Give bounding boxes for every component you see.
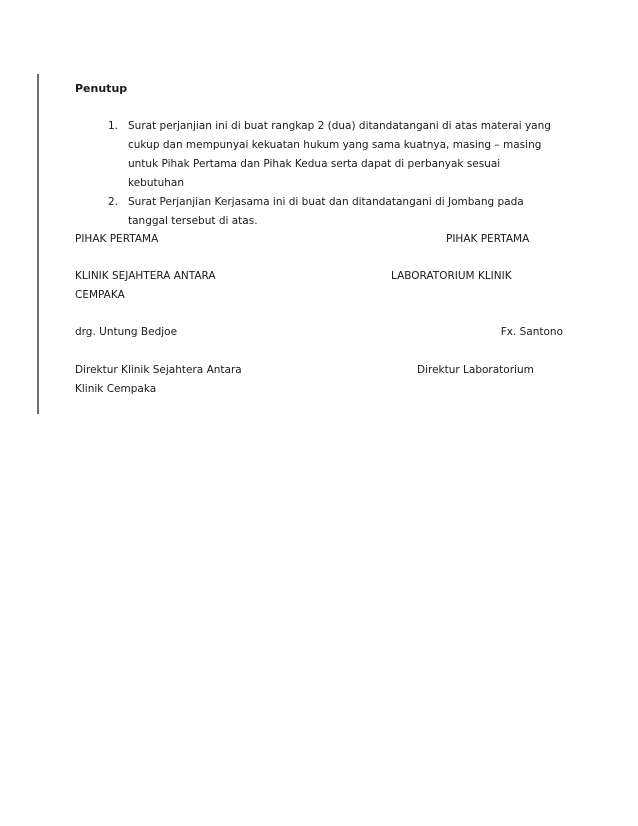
list-item-number: 2.	[108, 196, 119, 208]
title-line-2: Klinik Cempaka	[75, 383, 157, 395]
list-item	[108, 117, 558, 193]
org-right: LABORATORIUM KLINIK	[391, 270, 512, 282]
title-right: Direktur Laboratorium	[417, 364, 534, 376]
list-item-text: Surat Perjanjian Kerjasama ini di buat dan ditandatangani di Jombang pada tanggal tersebut di atas.	[128, 196, 524, 227]
list-item-number: 1.	[108, 120, 119, 132]
signatory-title-row-2	[75, 381, 563, 397]
signatory-title-row	[75, 362, 563, 378]
party-right: PIHAK PERTAMA	[446, 233, 530, 245]
organization-row	[75, 268, 563, 284]
party-left: PIHAK PERTAMA	[75, 233, 159, 245]
org-left: KLINIK SEJAHTERA ANTARA	[75, 270, 216, 282]
title-left: Direktur Klinik Sejahtera Antara	[75, 364, 242, 376]
closing-list	[108, 117, 558, 231]
name-left: drg. Untung Bedjoe	[75, 326, 178, 338]
org-line-2: CEMPAKA	[75, 289, 125, 301]
list-item-text: Surat perjanjian ini di buat rangkap 2 (dua) ditandatangani di atas materai yang cukup dan mempunyai kekuatan hukum yang sama kuatnya, masing – masing untuk Pihak Pertama dan Pihak Kedua serta dapat di perbanyak sesuai kebutuhan	[128, 120, 551, 189]
list-item	[108, 193, 558, 231]
section-title: Penutup	[75, 82, 128, 95]
name-right: Fx. Santono	[500, 326, 563, 338]
party-row	[75, 231, 563, 247]
organization-row-2	[75, 287, 563, 303]
margin-bar	[37, 74, 39, 414]
signatory-name-row	[75, 324, 563, 340]
